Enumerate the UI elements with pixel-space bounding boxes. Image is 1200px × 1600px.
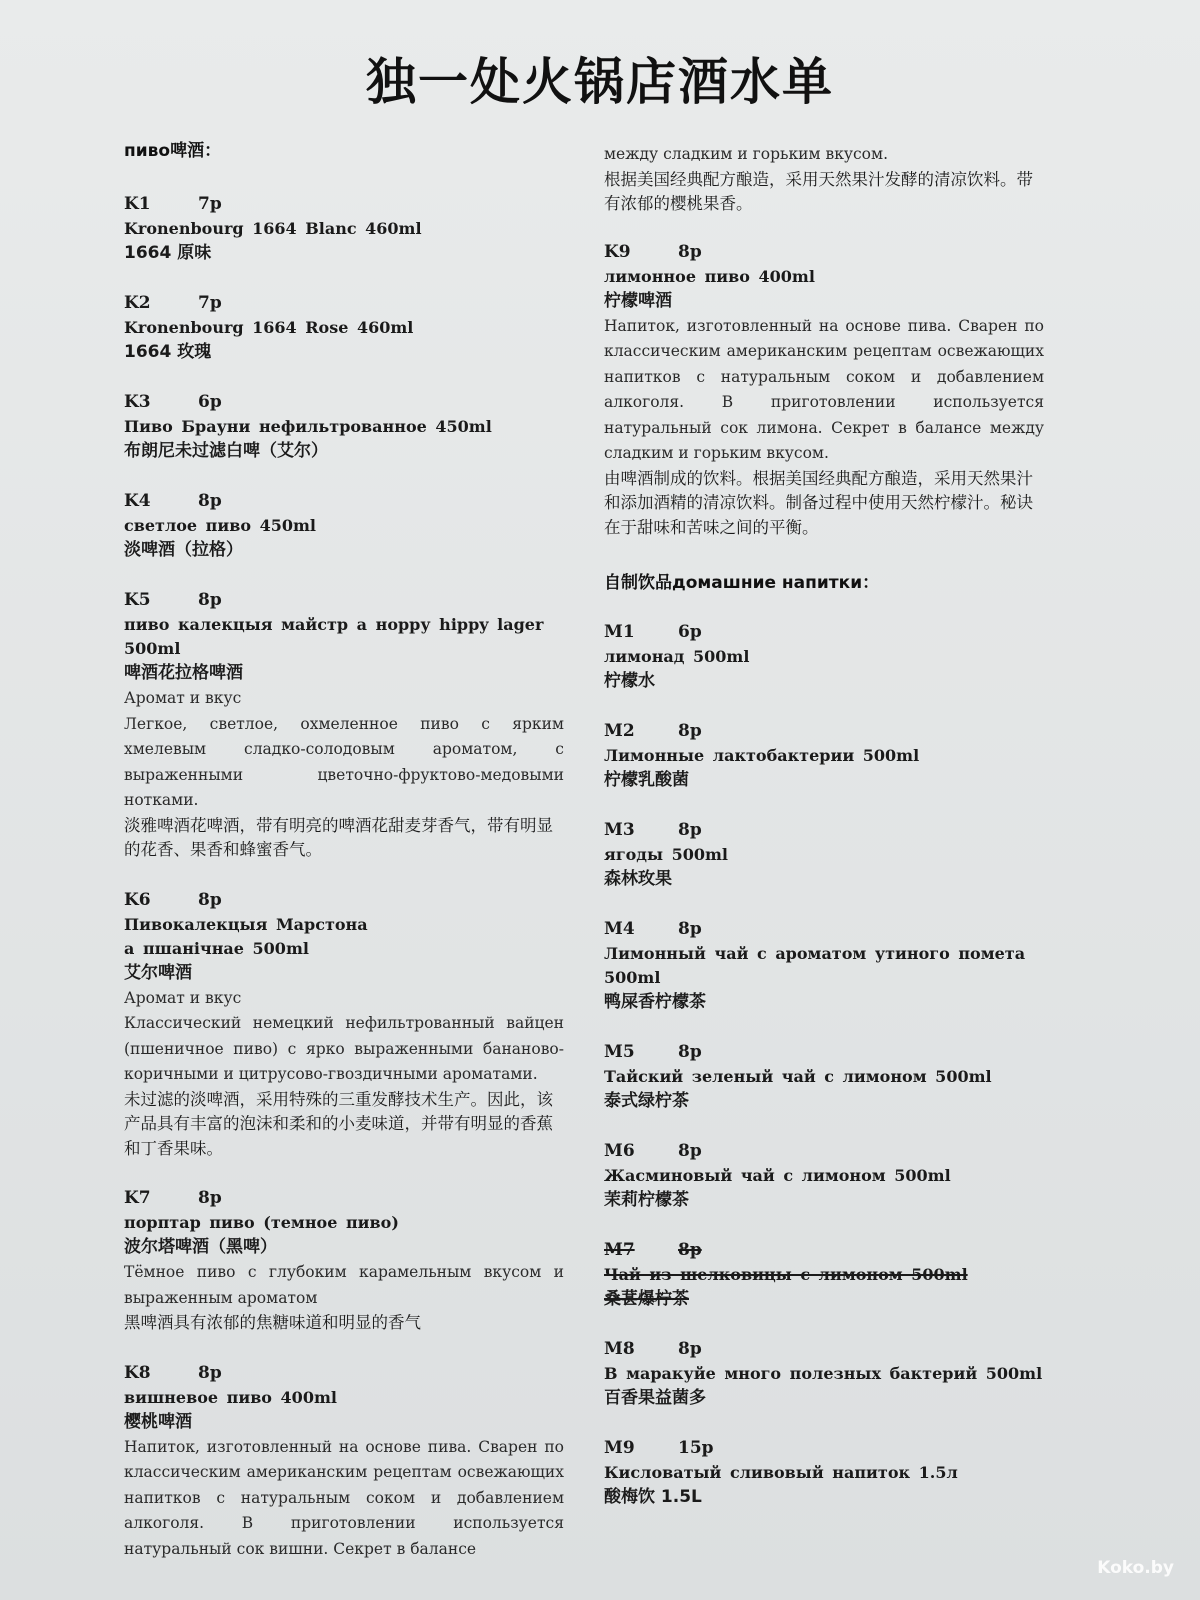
- item-name-zh: 泰式绿柠茶: [604, 1091, 689, 1111]
- menu-item-k7: [124, 1185, 564, 1336]
- menu-item-m1: [604, 619, 1044, 694]
- item-price: 8р: [198, 590, 222, 610]
- item-price: 8р: [678, 1141, 702, 1161]
- item-code: K1: [124, 194, 151, 214]
- item-price: 7р: [198, 293, 222, 313]
- item-name-zh: 森林玫果: [604, 869, 672, 889]
- item-code-row: [604, 1039, 1044, 1065]
- item-name-zh: 柠檬水: [604, 671, 655, 691]
- menu-item-m7: [604, 1237, 1044, 1312]
- item-price: 8р: [678, 919, 702, 939]
- item-name: Kronenbourg 1664 Blanc 460ml: [124, 219, 422, 238]
- item-desc-ru: Аромат и вкус Классический немецкий нефильтрованный вайцен (пшеничное пиво) с ярко выраженными бананово-коричными и цитрусово-гвоздичными ароматами.: [124, 988, 564, 1083]
- item-desc-zh: 由啤酒制成的饮料。根据美国经典配方酿造，采用天然果汁和添加酒精的清凉饮料。制备过程中使用天然柠檬汁。秘诀在于甜味和苦味之间的平衡。: [604, 468, 1033, 537]
- item-name: Kronenbourg 1664 Rose 460ml: [124, 318, 414, 337]
- item-code: K5: [124, 590, 151, 610]
- item-name: пиво калекцыя майстр а норру hippy lager 500ml: [124, 615, 544, 658]
- item-name-zh: 1664 玫瑰: [124, 342, 212, 362]
- item-code-row: [604, 817, 1044, 843]
- menu-item-k9: [604, 239, 1044, 541]
- menu-item-m3: [604, 817, 1044, 892]
- item-code-row: [604, 1237, 1044, 1263]
- menu-item-k4: [124, 488, 564, 563]
- item-price: 8р: [198, 889, 222, 910]
- item-code: K6: [124, 889, 151, 910]
- item-name: Пивокалекцыя Марстона а пшанiчнае 500ml: [124, 914, 368, 958]
- item-price: 8р: [678, 721, 702, 741]
- item-price: 15р: [678, 1438, 714, 1458]
- item-code: K3: [124, 392, 151, 412]
- menu-item-k8: [124, 1360, 564, 1563]
- item-name-zh: 淡啤酒（拉格）: [124, 540, 243, 560]
- item-code: K2: [124, 293, 151, 313]
- item-code-row: [604, 239, 1044, 265]
- menu-item-k6: [124, 887, 564, 1162]
- item-name: порптар пиво (темное пиво): [124, 1213, 399, 1232]
- item-code: M4: [604, 919, 635, 939]
- item-name-zh: 百香果益菌多: [604, 1388, 706, 1408]
- item-code: K7: [124, 1188, 151, 1208]
- item-name-zh: 茉莉柠檬茶: [604, 1190, 689, 1210]
- item-price: 8р: [678, 1339, 702, 1359]
- menu-item-m2: [604, 718, 1044, 793]
- item-desc-zh: 未过滤的淡啤酒，采用特殊的三重发酵技术生产。因此，该产品具有丰富的泡沫和柔和的小麦味道，并带有明显的香蕉和丁香果味。: [124, 1089, 553, 1158]
- item-name-zh: 波尔塔啤酒（黑啤）: [124, 1237, 277, 1257]
- item-code-row: [124, 587, 564, 613]
- item-code: M5: [604, 1042, 635, 1062]
- item-name-zh: 1664 原味: [124, 243, 212, 263]
- left-column: [124, 136, 564, 1562]
- item-desc-ru: Аромат и вкус Легкое, светлое, охмеленное пиво с ярким хмелевым сладко-солодовым ароматом, с выраженными цветочно-фруктово-медовыми нотками.: [124, 689, 564, 809]
- item-name: В маракуйе много полезных бактерий 500ml: [604, 1364, 1043, 1383]
- item-name-zh: 啤酒花拉格啤酒: [124, 663, 243, 683]
- item-code-row: [604, 718, 1044, 744]
- beer-heading: пиво啤酒：: [124, 141, 222, 161]
- item-code-row: [124, 290, 564, 316]
- item-code: K8: [124, 1362, 151, 1383]
- menu-item-k1: [124, 191, 564, 266]
- item-price: 6р: [678, 622, 702, 642]
- item-code-row: [124, 1185, 564, 1211]
- item-name: Лимонные лактобактерии 500ml: [604, 746, 920, 765]
- item-name: Лимонный чай с ароматом утиного помета 500ml: [604, 944, 1026, 987]
- item-name: Кисловатый сливовый напиток 1.5л: [604, 1463, 958, 1482]
- item-name-zh: 柠檬乳酸菌: [604, 770, 689, 790]
- item-code: K9: [604, 241, 631, 262]
- item-name: вишневое пиво 400ml: [124, 1387, 337, 1407]
- item-code-row: [604, 1138, 1044, 1164]
- item-price: 8р: [678, 820, 702, 840]
- item-name-zh: 桑葚爆柠茶: [604, 1289, 689, 1309]
- item-name-zh: 酸梅饮 1.5L: [604, 1487, 702, 1507]
- item-price: 8р: [678, 1240, 702, 1260]
- item-name-zh: 鸭屎香柠檬茶: [604, 992, 706, 1012]
- item-name-zh: 樱桃啤酒: [124, 1411, 192, 1432]
- item-name-zh: 布朗尼未过滤白啤（艾尔）: [124, 441, 328, 461]
- item-code-row: [124, 389, 564, 415]
- item-name: Жасминовый чай с лимоном 500ml: [604, 1166, 951, 1185]
- item-price: 8р: [198, 1362, 222, 1383]
- item-price: 7р: [198, 194, 222, 214]
- item-name: Пиво Брауни нефильтрованное 450ml: [124, 417, 492, 436]
- menu-item-m5: [604, 1039, 1044, 1114]
- item-code-row: [604, 1336, 1044, 1362]
- item-code-row: [604, 916, 1044, 942]
- menu-item-k3: [124, 389, 564, 464]
- item-desc-ru: Тёмное пиво с глубоким карамельным вкусом и выраженным ароматом: [124, 1263, 564, 1307]
- item-price: 8р: [198, 1188, 222, 1208]
- item-desc-ru: Напиток, изготовленный на основе пива. Сварен по классическим американским рецептам освежающих напитков с натуральным соком и добавлением алкоголя. В приготовлении используется натуральный сок вишни. Секрет в балансе: [124, 1437, 564, 1558]
- item-code-row: [124, 191, 564, 217]
- item-code-row: [124, 887, 564, 913]
- item-price: 8р: [198, 491, 222, 511]
- k8-desc-zh: 根据美国经典配方酿造，采用天然果汁发酵的清凉饮料。带有浓郁的樱桃果香。: [604, 169, 1033, 213]
- right-column: [604, 142, 1044, 1510]
- page-title: 独一处火锅店酒水单: [366, 53, 834, 111]
- item-code: M9: [604, 1438, 635, 1458]
- homemade-heading: 自制饮品домашние напитки：: [604, 573, 880, 593]
- item-code: M6: [604, 1141, 635, 1161]
- drink-list: [604, 619, 1044, 1510]
- item-code: M1: [604, 622, 635, 642]
- k8-desc-continued: между сладким и горьким вкусом.: [604, 145, 888, 163]
- item-code: M7: [604, 1240, 635, 1260]
- item-price: 6р: [198, 392, 222, 412]
- item-name: Чай из шелковицы с лимоном 500ml: [604, 1265, 968, 1284]
- menu-item-k5: [124, 587, 564, 863]
- item-code-row: [124, 1360, 564, 1386]
- menu-item-k2: [124, 290, 564, 365]
- item-code-row: [604, 1435, 1044, 1461]
- item-code: M3: [604, 820, 635, 840]
- item-name: ягоды 500ml: [604, 845, 728, 864]
- item-code-row: [604, 619, 1044, 645]
- item-code: M2: [604, 721, 635, 741]
- menu-item-m4: [604, 916, 1044, 1015]
- item-name-zh: 柠檬啤酒: [604, 290, 672, 311]
- item-name: Тайский зеленый чай с лимоном 500ml: [604, 1067, 992, 1086]
- item-name-zh: 艾尔啤酒: [124, 962, 192, 983]
- item-price: 8р: [678, 241, 702, 262]
- item-name: лимонное пиво 400ml: [604, 266, 815, 286]
- item-name: светлое пиво 450ml: [124, 516, 316, 535]
- item-name: лимонад 500ml: [604, 647, 750, 666]
- item-desc-ru: Напиток, изготовленный на основе пива. Сварен по классическим американским рецептам освежающих напитков с натуральным соком и добавлением алкоголя. В приготовлении используется натуральный сок лимона. Секрет в балансе между сладким и горьким вкусом.: [604, 316, 1044, 462]
- beer-list: [124, 191, 564, 1562]
- item-desc-zh: 淡雅啤酒花啤酒，带有明亮的啤酒花甜麦芽香气，带有明显的花香、果香和蜂蜜香气。: [124, 815, 553, 859]
- menu-item-m9: [604, 1435, 1044, 1510]
- watermark-logo: Koko.by: [1097, 1558, 1174, 1578]
- item-desc-zh: 黑啤酒具有浓郁的焦糖味道和明显的香气: [124, 1313, 421, 1332]
- item-code: M8: [604, 1339, 635, 1359]
- item-code: K4: [124, 491, 151, 511]
- item-price: 8р: [678, 1042, 702, 1062]
- item-code-row: [124, 488, 564, 514]
- menu-item-m6: [604, 1138, 1044, 1213]
- menu-item-m8: [604, 1336, 1044, 1411]
